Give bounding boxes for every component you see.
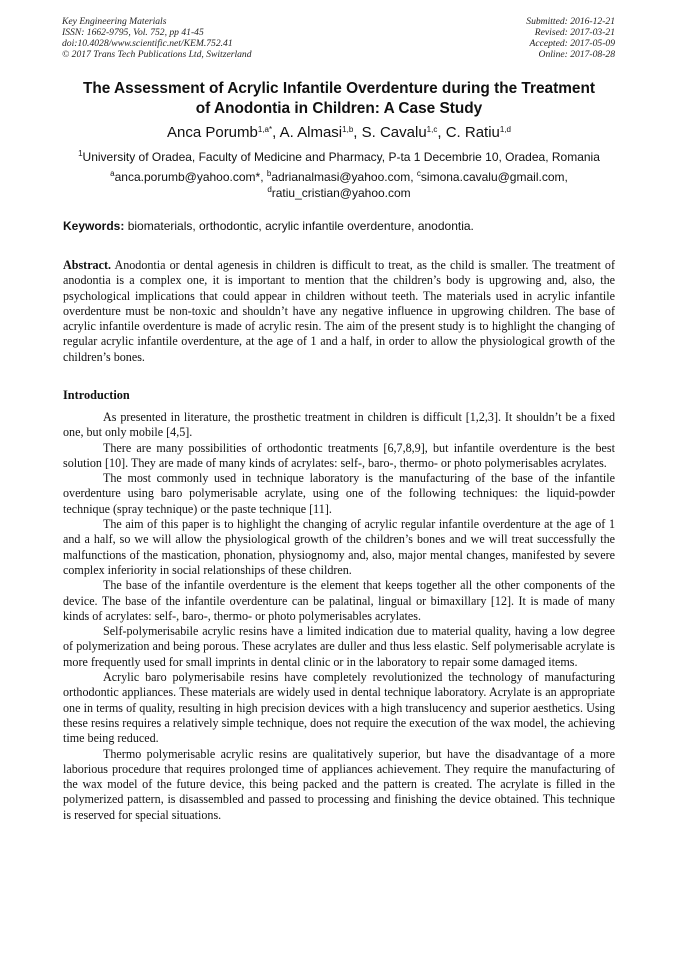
paragraph: Thermo polymerisable acrylic resins are qualitatively superior, but have the disadvantage of a more laborious procedure that requires prolonged time of appliances achievement. They require the manufacturing of the wax model of the future device, this being packed and the pattern is created. The acrylate is filled in the polymerized pattern, is disassembled and passed to processing and finishing the device obtained. This technique is reserved for special situations.: [63, 746, 615, 822]
author-name: A. Almasi: [279, 124, 343, 141]
email-mark: d: [267, 184, 272, 194]
keywords-label: Keywords:: [63, 219, 125, 233]
abstract: [63, 258, 615, 365]
author-name: C. Ratiu: [445, 124, 500, 141]
email-link[interactable]: adrianalmasi@yahoo.com,: [271, 170, 417, 184]
email-link[interactable]: simona.cavalu@gmail.com,: [420, 170, 568, 184]
keywords-text: biomaterials, orthodontic, acrylic infantile overdenture, anodontia.: [124, 219, 474, 233]
publication-dates: [526, 16, 615, 60]
date-revised: Revised: 2017-03-21: [534, 27, 615, 39]
date-online: Online: 2017-08-28: [538, 49, 615, 61]
abstract-text: Anodontia or dental agenesis in children is difficult to treat, as the child is smaller. The treatment of anodontia is a complex one, it is important to mention that the children’s body is upgrowing and, also, the psychological implications that could appear in children without teeth. The materials used in acrylic infantile overdenture must be non-toxic and shouldn’t have any negative influence in upgrowing children. The base of acrylic infantile overdenture is made of acrylic resin. The aim of the present study is to highlight the changing of regular acrylic infantile overdenture, at the age of 1 and a half, in order to allow the physiological growth of the children’s bones.: [63, 258, 615, 364]
affiliation-mark: 1: [78, 149, 83, 158]
paragraph: The base of the infantile overdenture is the element that keeps together all the other components of the device. The base of the infantile overdenture can be palatinal, lingual or bimaxillary [12]. It is made of many kinds of acrylates: self-, baro-, thermo- or photo polymerisables acrylates.: [63, 578, 615, 623]
email-mark: a: [110, 169, 115, 178]
author-affiliation-mark: 1,a*: [257, 125, 273, 134]
author-affiliation-mark: 1,b: [342, 125, 354, 134]
keywords: [63, 219, 616, 234]
author-affiliation-mark: 1,c: [426, 125, 438, 134]
paragraph: As presented in literature, the prosthetic treatment in children is difficult [1,2,3]. It shouldn’t be a fixed one, but only mobile [4,5].: [63, 410, 615, 440]
author-separator: ,: [272, 124, 280, 141]
affiliation-text: University of Oradea, Faculty of Medicine and Pharmacy, P-ta 1 Decembrie 10, Oradea, Romania: [82, 150, 600, 164]
abstract-label: Abstract.: [63, 258, 112, 272]
journal-info: [62, 16, 252, 60]
paragraph: The most commonly used in technique laboratory is the manufacturing of the base of the infantile overdenture using baro polymerisable acrylate, using one of the following techniques: the liquid-powder technique (spray technique) or the paste technique [11].: [63, 471, 615, 516]
author-separator: ,: [353, 124, 362, 141]
author-separator: ,: [437, 124, 446, 141]
date-accepted: Accepted: 2017-05-09: [529, 38, 615, 50]
paragraph: The aim of this paper is to highlight the changing of acrylic regular infantile overdenture at the age of 1 and a half, so we will allow the physiological growth of the children’s bones and we will treat successfully the malfunctions of the mastication, phonation, physiognomy and, also, major mental changes, manifested by severe complex inferiority in social relationships of these children.: [63, 517, 615, 577]
author-name: Anca Porumb: [166, 124, 258, 141]
author-name: S. Cavalu: [361, 124, 427, 141]
introduction-body: [63, 410, 615, 823]
email-link[interactable]: anca.porumb@yahoo.com*,: [114, 170, 267, 184]
journal-copyright: © 2017 Trans Tech Publications Ltd, Switzerland: [62, 49, 252, 61]
title-line-2: of Anodontia in Children: A Case Study: [195, 100, 483, 117]
section-heading-introduction: Introduction: [63, 388, 130, 402]
email-link[interactable]: ratiu_cristian@yahoo.com: [271, 185, 411, 200]
date-submitted: Submitted: 2016-12-21: [526, 16, 615, 27]
title-line-1: The Assessment of Acrylic Infantile Overdenture during the Treatment: [82, 80, 595, 97]
paper-title: [40, 79, 638, 119]
author-affiliation-mark: 1,d: [499, 125, 511, 134]
paragraph: Acrylic baro polymerisabile resins have completely revolutionized the technology of manufacturing orthodontic appliances. These materials are widely used in dental technique laboratory. Acrylate is an appropriate one in terms of quality, resulting in high precision devices with a high translucency and superior aesthetics. Using these resins requires a relatively simple technique, does not require the execution of the wax model, the achieving time being reduced.: [63, 670, 615, 746]
email-mark: b: [266, 169, 272, 178]
author-list: [40, 124, 638, 142]
journal-doi[interactable]: doi:10.4028/www.scientific.net/KEM.752.41: [62, 38, 233, 50]
email-mark: c: [416, 169, 421, 178]
journal-issn: ISSN: 1662-9795, Vol. 752, pp 41-45: [62, 27, 204, 39]
author-emails: [60, 170, 618, 201]
affiliation: [40, 150, 638, 165]
paragraph: Self-polymerisabile acrylic resins have a limited indication due to material quality, having a low degree of polymerization and being porous. These acrylates are duller and thus less elastic. Self polymerisable acrylate is more frequently used for small imprints in dental clinic or in the laboratory to repair some damaged items.: [63, 624, 615, 669]
paragraph: There are many possibilities of orthodontic treatments [6,7,8,9], but infantile overdenture is the best solution [10]. They are made of many kinds of acrylates: self-, baro-, thermo- or photo polymerisables acrylates.: [63, 440, 615, 470]
journal-name: Key Engineering Materials: [62, 16, 167, 27]
